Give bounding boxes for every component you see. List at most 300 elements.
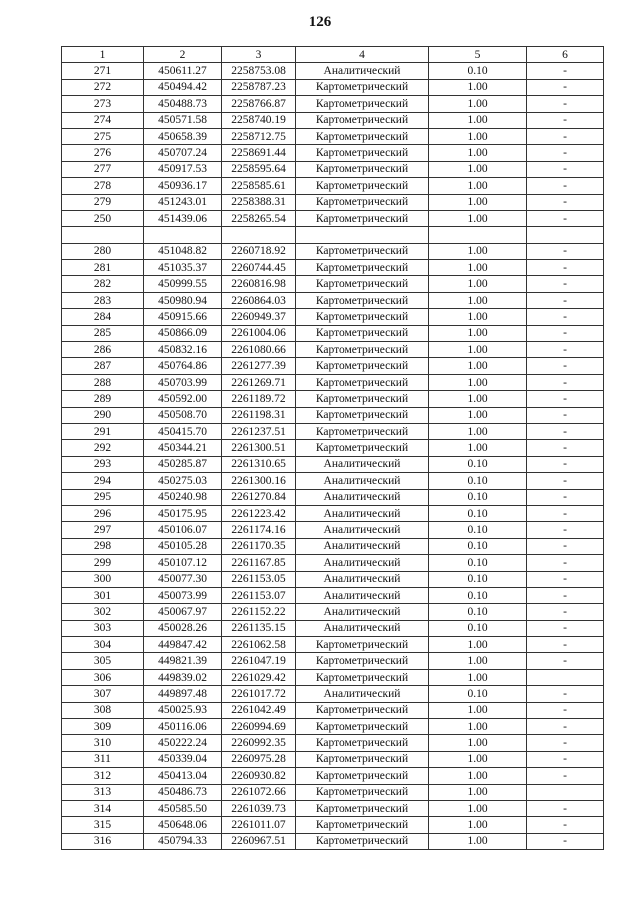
note-cell: - (527, 538, 604, 554)
method-cell: Картометрический (296, 768, 429, 784)
y-coordinate-cell: 2261174.16 (222, 522, 296, 538)
table-row (62, 669, 604, 685)
note-cell: - (527, 719, 604, 735)
note-cell: - (527, 505, 604, 521)
x-coordinate-cell: 449897.48 (144, 686, 222, 702)
method-cell: Картометрический (296, 702, 429, 718)
x-coordinate-cell: 450611.27 (144, 63, 222, 79)
point-number-cell: 250 (62, 210, 144, 226)
table-row (62, 260, 604, 276)
method-cell: Картометрический (296, 669, 429, 685)
note-cell: - (527, 555, 604, 571)
x-coordinate-cell: 450067.97 (144, 604, 222, 620)
x-coordinate-cell: 450508.70 (144, 407, 222, 423)
method-cell: Картометрический (296, 96, 429, 112)
note-cell: - (527, 79, 604, 95)
method-cell: Картометрический (296, 358, 429, 374)
y-coordinate-cell: 2261198.31 (222, 407, 296, 423)
point-number-cell: 278 (62, 178, 144, 194)
method-cell: Картометрический (296, 735, 429, 751)
accuracy-cell: 1.00 (429, 325, 527, 341)
table-row (62, 63, 604, 79)
method-cell: Аналитический (296, 686, 429, 702)
table-row (62, 178, 604, 194)
note-cell: - (527, 342, 604, 358)
accuracy-cell: 1.00 (429, 309, 527, 325)
note-cell: - (527, 489, 604, 505)
x-coordinate-cell (144, 227, 222, 243)
note-cell: - (527, 128, 604, 144)
table-row (62, 440, 604, 456)
note-cell: - (527, 391, 604, 407)
y-coordinate-cell: 2261237.51 (222, 423, 296, 439)
accuracy-cell: 1.00 (429, 768, 527, 784)
y-coordinate-cell: 2261080.66 (222, 342, 296, 358)
table-row (62, 374, 604, 390)
point-number-cell: 280 (62, 243, 144, 259)
accuracy-cell: 0.10 (429, 587, 527, 603)
note-cell: - (527, 604, 604, 620)
table-row (62, 620, 604, 636)
method-cell: Картометрический (296, 112, 429, 128)
y-coordinate-cell: 2261042.49 (222, 702, 296, 718)
y-coordinate-cell: 2261310.65 (222, 456, 296, 472)
note-cell (527, 227, 604, 243)
table-row (62, 325, 604, 341)
accuracy-cell: 0.10 (429, 489, 527, 505)
point-number-cell: 314 (62, 800, 144, 816)
y-coordinate-cell: 2260744.45 (222, 260, 296, 276)
x-coordinate-cell: 451439.06 (144, 210, 222, 226)
table-row (62, 505, 604, 521)
x-coordinate-cell: 451243.01 (144, 194, 222, 210)
point-number-cell: 273 (62, 96, 144, 112)
x-coordinate-cell: 450413.04 (144, 768, 222, 784)
page-number: 126 (308, 14, 332, 30)
x-coordinate-cell: 450285.87 (144, 456, 222, 472)
note-cell: - (527, 817, 604, 833)
accuracy-cell: 1.00 (429, 96, 527, 112)
note-cell: - (527, 751, 604, 767)
x-coordinate-cell: 450494.42 (144, 79, 222, 95)
x-coordinate-cell: 450486.73 (144, 784, 222, 800)
point-number-cell: 297 (62, 522, 144, 538)
point-number-cell: 295 (62, 489, 144, 505)
note-cell: - (527, 620, 604, 636)
y-coordinate-cell: 2261029.42 (222, 669, 296, 685)
y-coordinate-cell: 2261269.71 (222, 374, 296, 390)
x-coordinate-cell: 450658.39 (144, 128, 222, 144)
method-cell: Картометрический (296, 79, 429, 95)
x-coordinate-cell: 450339.04 (144, 751, 222, 767)
y-coordinate-cell: 2258712.75 (222, 128, 296, 144)
point-number-cell: 284 (62, 309, 144, 325)
x-coordinate-cell: 450764.86 (144, 358, 222, 374)
y-coordinate-cell: 2258740.19 (222, 112, 296, 128)
method-cell: Картометрический (296, 342, 429, 358)
note-cell: - (527, 276, 604, 292)
note-cell: - (527, 243, 604, 259)
x-coordinate-cell: 450999.55 (144, 276, 222, 292)
header-row (62, 47, 604, 63)
method-cell: Картометрический (296, 784, 429, 800)
accuracy-cell: 1.00 (429, 391, 527, 407)
method-cell: Аналитический (296, 571, 429, 587)
point-number-cell: 286 (62, 342, 144, 358)
method-cell: Аналитический (296, 473, 429, 489)
point-number-cell: 310 (62, 735, 144, 751)
x-coordinate-cell: 450116.06 (144, 719, 222, 735)
y-coordinate-cell: 2260992.35 (222, 735, 296, 751)
y-coordinate-cell: 2261039.73 (222, 800, 296, 816)
method-cell: Картометрический (296, 325, 429, 341)
table-row (62, 637, 604, 653)
method-cell: Картометрический (296, 128, 429, 144)
coordinates-table (61, 46, 604, 850)
y-coordinate-cell: 2261277.39 (222, 358, 296, 374)
table-row (62, 391, 604, 407)
accuracy-cell: 1.00 (429, 342, 527, 358)
x-coordinate-cell: 450240.98 (144, 489, 222, 505)
note-cell: - (527, 194, 604, 210)
accuracy-cell: 0.10 (429, 473, 527, 489)
column-header: 1 (62, 47, 144, 63)
y-coordinate-cell: 2261189.72 (222, 391, 296, 407)
y-coordinate-cell: 2260718.92 (222, 243, 296, 259)
note-cell: - (527, 637, 604, 653)
method-cell: Картометрический (296, 391, 429, 407)
note-cell: - (527, 833, 604, 849)
y-coordinate-cell: 2260949.37 (222, 309, 296, 325)
point-number-cell: 301 (62, 587, 144, 603)
point-number-cell: 294 (62, 473, 144, 489)
y-coordinate-cell: 2258585.61 (222, 178, 296, 194)
point-number-cell: 271 (62, 63, 144, 79)
accuracy-cell: 1.00 (429, 800, 527, 816)
method-cell: Аналитический (296, 505, 429, 521)
table-row (62, 735, 604, 751)
y-coordinate-cell: 2260994.69 (222, 719, 296, 735)
note-cell: - (527, 178, 604, 194)
note-cell: - (527, 735, 604, 751)
method-cell: Аналитический (296, 456, 429, 472)
y-coordinate-cell: 2261270.84 (222, 489, 296, 505)
method-cell: Картометрический (296, 440, 429, 456)
x-coordinate-cell: 450105.28 (144, 538, 222, 554)
y-coordinate-cell: 2261011.07 (222, 817, 296, 833)
x-coordinate-cell: 451048.82 (144, 243, 222, 259)
table-row (62, 276, 604, 292)
note-cell: - (527, 456, 604, 472)
y-coordinate-cell: 2261153.05 (222, 571, 296, 587)
accuracy-cell: 1.00 (429, 784, 527, 800)
note-cell: - (527, 522, 604, 538)
point-number-cell: 289 (62, 391, 144, 407)
table-row (62, 423, 604, 439)
y-coordinate-cell: 2258595.64 (222, 161, 296, 177)
note-cell: - (527, 161, 604, 177)
note-cell: - (527, 358, 604, 374)
method-cell: Картометрический (296, 800, 429, 816)
table-row (62, 161, 604, 177)
y-coordinate-cell: 2261135.15 (222, 620, 296, 636)
table-row (62, 571, 604, 587)
method-cell: Картометрический (296, 719, 429, 735)
point-number-cell: 277 (62, 161, 144, 177)
y-coordinate-cell: 2261300.16 (222, 473, 296, 489)
table-row (62, 604, 604, 620)
y-coordinate-cell: 2261047.19 (222, 653, 296, 669)
method-cell (296, 227, 429, 243)
table-row (62, 96, 604, 112)
accuracy-cell: 1.00 (429, 374, 527, 390)
accuracy-cell: 1.00 (429, 423, 527, 439)
note-cell: - (527, 473, 604, 489)
x-coordinate-cell: 450707.24 (144, 145, 222, 161)
accuracy-cell: 1.00 (429, 358, 527, 374)
method-cell: Картометрический (296, 292, 429, 308)
method-cell: Аналитический (296, 538, 429, 554)
x-coordinate-cell: 450832.16 (144, 342, 222, 358)
point-number-cell: 282 (62, 276, 144, 292)
note-cell: - (527, 325, 604, 341)
x-coordinate-cell: 450175.95 (144, 505, 222, 521)
y-coordinate-cell: 2261167.85 (222, 555, 296, 571)
note-cell: - (527, 63, 604, 79)
table-row (62, 243, 604, 259)
table-row (62, 473, 604, 489)
y-coordinate-cell: 2260967.51 (222, 833, 296, 849)
accuracy-cell: 0.10 (429, 505, 527, 521)
note-cell: - (527, 768, 604, 784)
table-row (62, 358, 604, 374)
table-row (62, 768, 604, 784)
y-coordinate-cell: 2261300.51 (222, 440, 296, 456)
point-number-cell: 315 (62, 817, 144, 833)
table-row (62, 800, 604, 816)
method-cell: Картометрический (296, 260, 429, 276)
x-coordinate-cell: 450344.21 (144, 440, 222, 456)
point-number-cell: 291 (62, 423, 144, 439)
column-header: 4 (296, 47, 429, 63)
point-number-cell: 287 (62, 358, 144, 374)
method-cell: Картометрический (296, 145, 429, 161)
point-number-cell: 283 (62, 292, 144, 308)
table-row (62, 292, 604, 308)
accuracy-cell: 0.10 (429, 571, 527, 587)
table-row (62, 407, 604, 423)
accuracy-cell: 1.00 (429, 243, 527, 259)
table-row (62, 522, 604, 538)
table-row (62, 227, 604, 243)
x-coordinate-cell: 450980.94 (144, 292, 222, 308)
point-number-cell: 272 (62, 79, 144, 95)
point-number-cell: 288 (62, 374, 144, 390)
accuracy-cell: 0.10 (429, 538, 527, 554)
accuracy-cell: 1.00 (429, 669, 527, 685)
table-row (62, 456, 604, 472)
column-header: 6 (527, 47, 604, 63)
method-cell: Аналитический (296, 63, 429, 79)
method-cell: Картометрический (296, 817, 429, 833)
method-cell: Картометрический (296, 276, 429, 292)
table-row (62, 145, 604, 161)
column-header: 3 (222, 47, 296, 63)
y-coordinate-cell: 2258265.54 (222, 210, 296, 226)
table-row (62, 538, 604, 554)
x-coordinate-cell: 450107.12 (144, 555, 222, 571)
point-number-cell: 276 (62, 145, 144, 161)
y-coordinate-cell (222, 227, 296, 243)
accuracy-cell: 1.00 (429, 653, 527, 669)
method-cell: Картометрический (296, 751, 429, 767)
point-number-cell: 281 (62, 260, 144, 276)
accuracy-cell: 1.00 (429, 719, 527, 735)
table-row (62, 194, 604, 210)
x-coordinate-cell: 450028.26 (144, 620, 222, 636)
x-coordinate-cell: 449847.42 (144, 637, 222, 653)
y-coordinate-cell: 2261223.42 (222, 505, 296, 521)
accuracy-cell (429, 227, 527, 243)
accuracy-cell: 1.00 (429, 702, 527, 718)
x-coordinate-cell: 450415.70 (144, 423, 222, 439)
method-cell: Аналитический (296, 489, 429, 505)
accuracy-cell: 0.10 (429, 604, 527, 620)
table-row (62, 342, 604, 358)
y-coordinate-cell: 2258388.31 (222, 194, 296, 210)
point-number-cell: 279 (62, 194, 144, 210)
method-cell: Картометрический (296, 178, 429, 194)
y-coordinate-cell: 2258766.87 (222, 96, 296, 112)
x-coordinate-cell: 450488.73 (144, 96, 222, 112)
note-cell: - (527, 440, 604, 456)
note-cell: - (527, 292, 604, 308)
point-number-cell: 312 (62, 768, 144, 784)
accuracy-cell: 1.00 (429, 292, 527, 308)
table-row (62, 309, 604, 325)
method-cell: Картометрический (296, 210, 429, 226)
method-cell: Аналитический (296, 620, 429, 636)
x-coordinate-cell: 450703.99 (144, 374, 222, 390)
method-cell: Картометрический (296, 833, 429, 849)
table-body (62, 47, 604, 850)
note-cell: - (527, 571, 604, 587)
point-number-cell: 303 (62, 620, 144, 636)
point-number-cell: 304 (62, 637, 144, 653)
accuracy-cell: 1.00 (429, 276, 527, 292)
table-row (62, 587, 604, 603)
x-coordinate-cell: 449821.39 (144, 653, 222, 669)
accuracy-cell: 1.00 (429, 735, 527, 751)
accuracy-cell: 1.00 (429, 128, 527, 144)
accuracy-cell: 1.00 (429, 260, 527, 276)
note-cell (527, 669, 604, 685)
y-coordinate-cell: 2258753.08 (222, 63, 296, 79)
table-row (62, 686, 604, 702)
point-number-cell: 309 (62, 719, 144, 735)
y-coordinate-cell: 2261062.58 (222, 637, 296, 653)
point-number-cell: 316 (62, 833, 144, 849)
column-header: 5 (429, 47, 527, 63)
note-cell: - (527, 686, 604, 702)
point-number-cell: 306 (62, 669, 144, 685)
accuracy-cell: 1.00 (429, 440, 527, 456)
note-cell (527, 784, 604, 800)
point-number-cell (62, 227, 144, 243)
y-coordinate-cell: 2261153.07 (222, 587, 296, 603)
method-cell: Аналитический (296, 604, 429, 620)
y-coordinate-cell: 2261017.72 (222, 686, 296, 702)
accuracy-cell: 1.00 (429, 194, 527, 210)
note-cell: - (527, 407, 604, 423)
method-cell: Аналитический (296, 555, 429, 571)
note-cell: - (527, 210, 604, 226)
column-header: 2 (144, 47, 222, 63)
method-cell: Аналитический (296, 587, 429, 603)
x-coordinate-cell: 450025.93 (144, 702, 222, 718)
note-cell: - (527, 145, 604, 161)
method-cell: Аналитический (296, 522, 429, 538)
table-row (62, 817, 604, 833)
x-coordinate-cell: 449839.02 (144, 669, 222, 685)
y-coordinate-cell: 2260930.82 (222, 768, 296, 784)
point-number-cell: 298 (62, 538, 144, 554)
point-number-cell: 311 (62, 751, 144, 767)
point-number-cell: 313 (62, 784, 144, 800)
table-row (62, 489, 604, 505)
point-number-cell: 293 (62, 456, 144, 472)
accuracy-cell: 0.10 (429, 522, 527, 538)
x-coordinate-cell: 450936.17 (144, 178, 222, 194)
table-row (62, 719, 604, 735)
x-coordinate-cell: 451035.37 (144, 260, 222, 276)
point-number-cell: 308 (62, 702, 144, 718)
x-coordinate-cell: 450648.06 (144, 817, 222, 833)
table-row (62, 112, 604, 128)
accuracy-cell: 0.10 (429, 555, 527, 571)
point-number-cell: 305 (62, 653, 144, 669)
x-coordinate-cell: 450106.07 (144, 522, 222, 538)
y-coordinate-cell: 2260816.98 (222, 276, 296, 292)
accuracy-cell: 1.00 (429, 407, 527, 423)
x-coordinate-cell: 450077.30 (144, 571, 222, 587)
method-cell: Картометрический (296, 161, 429, 177)
x-coordinate-cell: 450592.00 (144, 391, 222, 407)
accuracy-cell: 1.00 (429, 637, 527, 653)
accuracy-cell: 1.00 (429, 751, 527, 767)
table-row (62, 751, 604, 767)
note-cell: - (527, 309, 604, 325)
note-cell: - (527, 96, 604, 112)
method-cell: Картометрический (296, 243, 429, 259)
x-coordinate-cell: 450794.33 (144, 833, 222, 849)
note-cell: - (527, 587, 604, 603)
point-number-cell: 275 (62, 128, 144, 144)
point-number-cell: 299 (62, 555, 144, 571)
method-cell: Картометрический (296, 637, 429, 653)
accuracy-cell: 1.00 (429, 178, 527, 194)
table-row (62, 833, 604, 849)
note-cell: - (527, 702, 604, 718)
y-coordinate-cell: 2258787.23 (222, 79, 296, 95)
x-coordinate-cell: 450866.09 (144, 325, 222, 341)
accuracy-cell: 1.00 (429, 112, 527, 128)
x-coordinate-cell: 450571.58 (144, 112, 222, 128)
table-row (62, 555, 604, 571)
note-cell: - (527, 112, 604, 128)
accuracy-cell: 0.10 (429, 686, 527, 702)
y-coordinate-cell: 2261004.06 (222, 325, 296, 341)
